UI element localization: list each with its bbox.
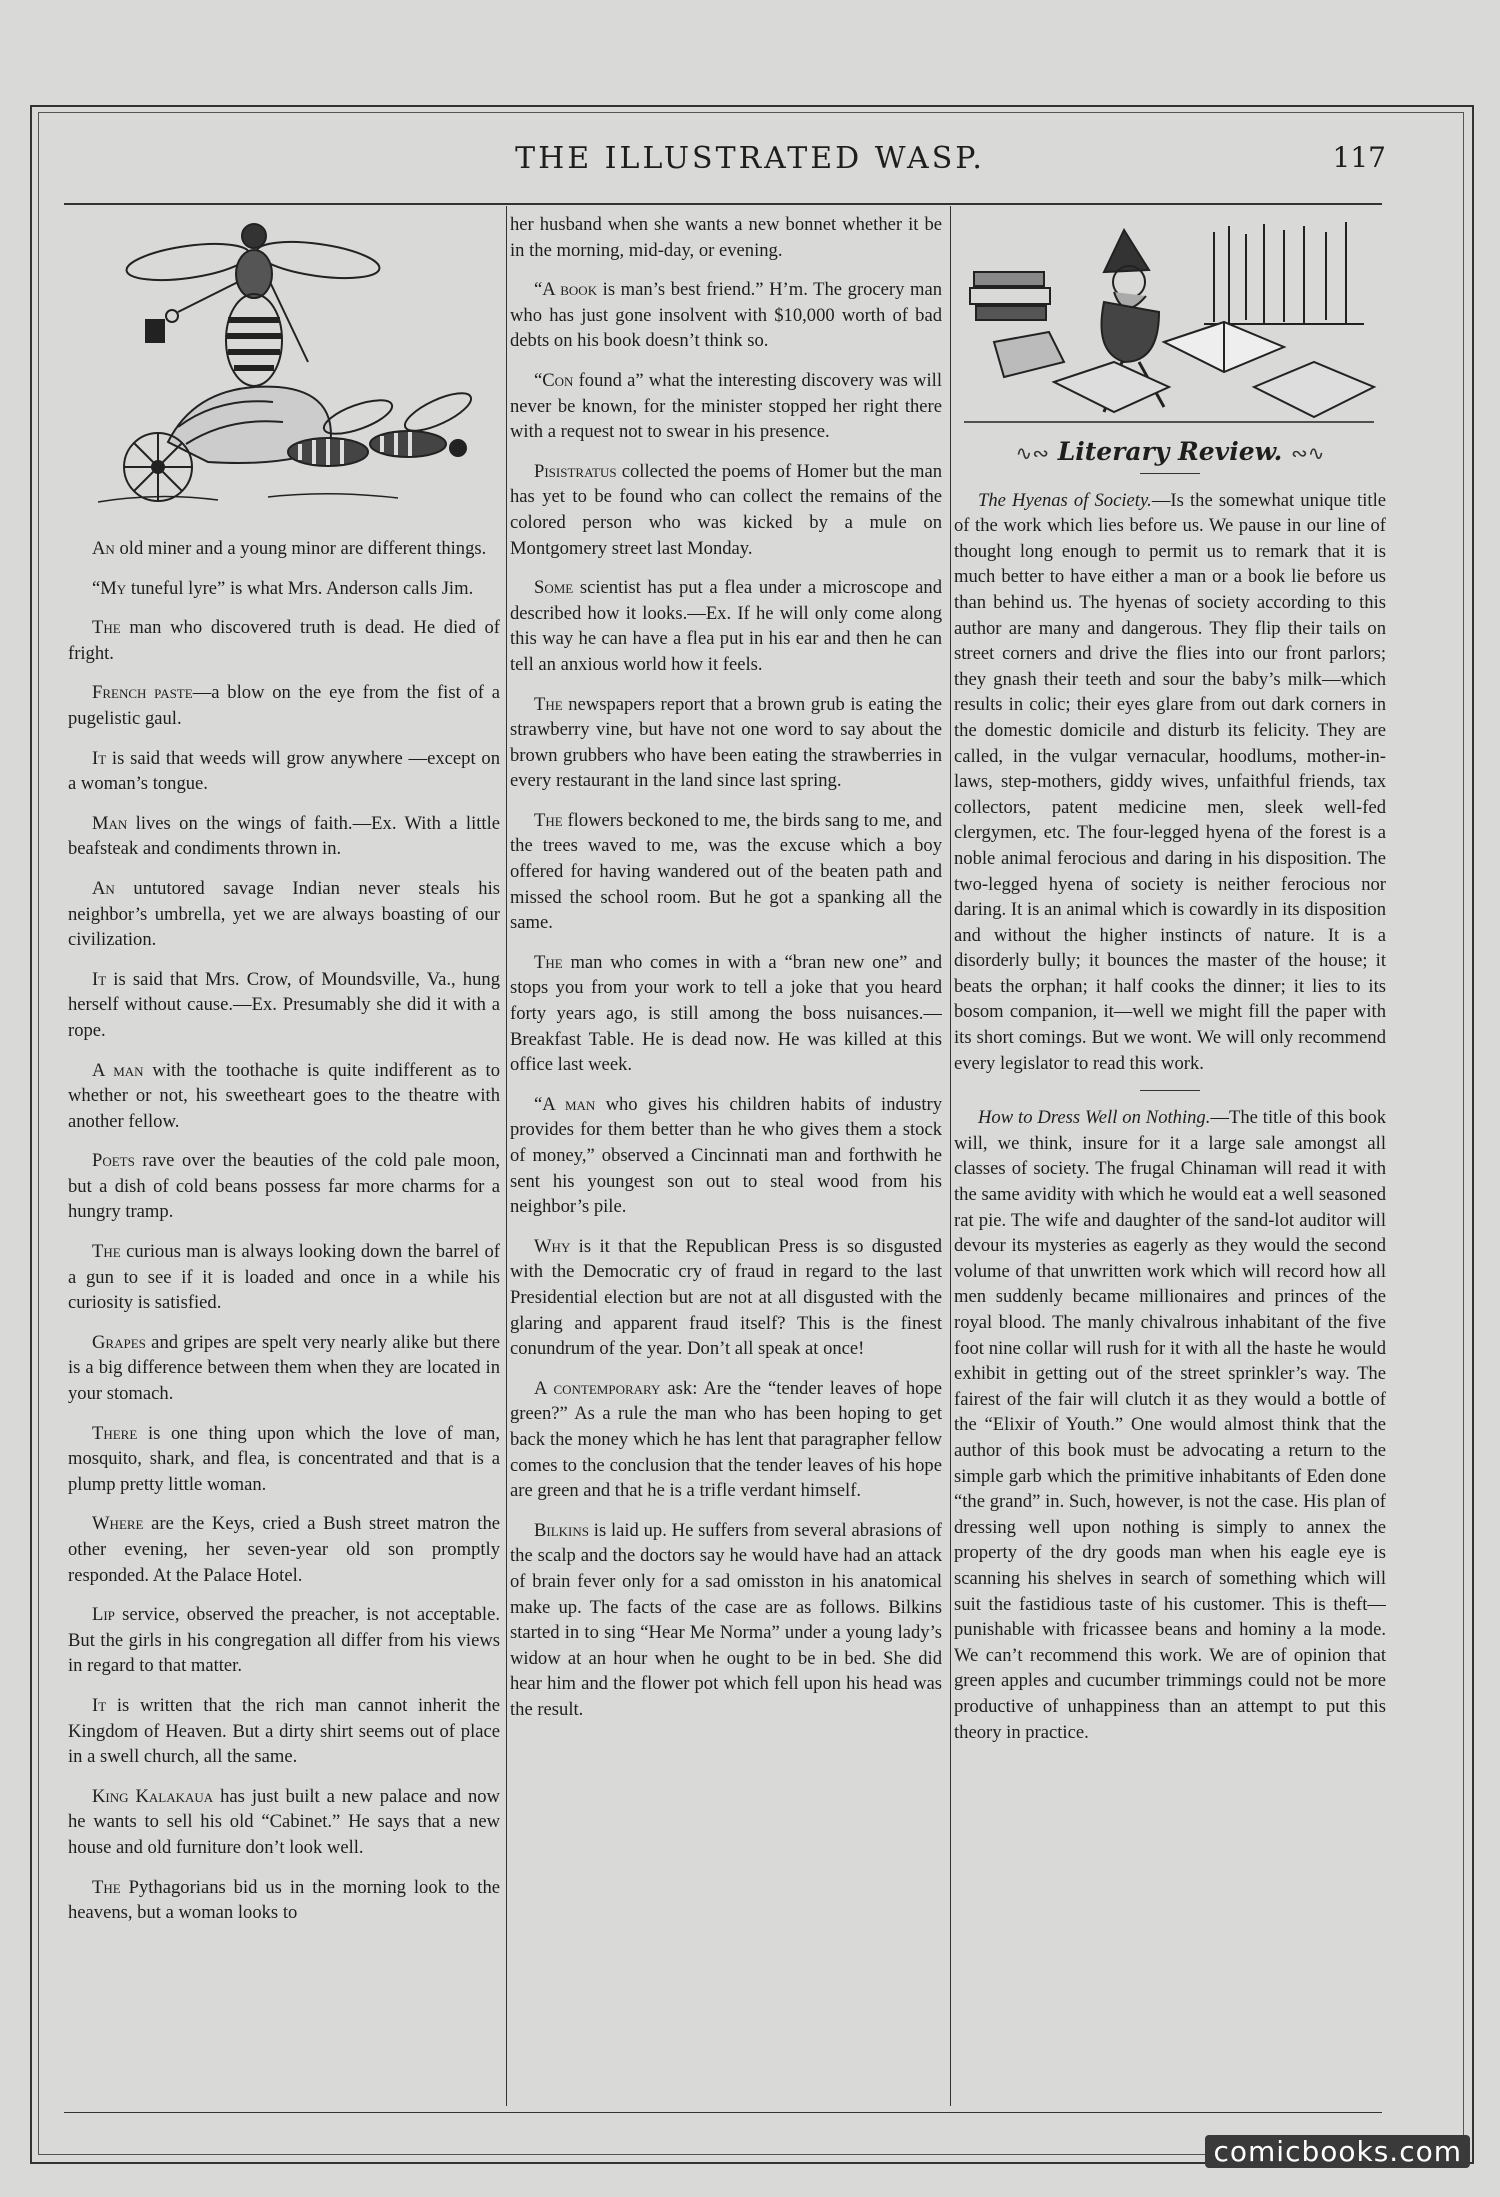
paragraph-text: Pythagorians bid us in the morning look to the heavens, but a woman looks to — [68, 1876, 500, 1924]
ornament-left: ∿∾ — [1015, 441, 1049, 465]
paragraph — [68, 576, 500, 602]
paragraph-text: is one thing upon which the love of man, mosquito, shark, and flea, is concentrated and that is a plump pretty little woman. — [68, 1422, 500, 1495]
paragraph-text: rave over the beauties of the cold pale moon, but a dish of cold beans possess far more charms for a hungry tramp. — [68, 1150, 500, 1223]
paragraph — [510, 212, 942, 263]
paragraph-lead: The — [534, 951, 563, 973]
paragraph-lead: The — [534, 693, 563, 715]
paragraph — [510, 459, 942, 561]
paragraph-text: newspapers report that a brown grub is eating the strawberry vine, but have not one word to say about the brown grubbers who have been eating the strawberries in every restaurant in the land since last spring. — [510, 693, 942, 792]
paragraph-lead: An — [92, 877, 115, 899]
paragraph-lead: Grapes — [92, 1331, 146, 1353]
section-title — [954, 439, 1386, 467]
paragraph-text: with the toothache is quite indifferent as to whether or not, his sweetheart goes to the theatre with another fellow. — [68, 1059, 500, 1132]
paragraph — [68, 1148, 500, 1225]
page-header — [40, 135, 1460, 185]
paragraph-text: tuneful lyre” is what Mrs. Anderson calls Jim. — [126, 577, 474, 599]
paragraph — [954, 1105, 1386, 1745]
paragraph — [954, 488, 1386, 1077]
paragraph — [510, 1234, 942, 1362]
column-divider — [950, 206, 951, 2106]
paragraph-lead: Where — [92, 1513, 144, 1535]
paragraph-text: is said that Mrs. Crow, of Moundsville, Va., hung herself without cause.—Ex. Presumably she did it with a rope. — [68, 968, 500, 1041]
paragraph-text: who gives his children habits of industry provides for them better than he who gives them a stock of money,” observed a Cincinnati man and forthwith he sent his youngest son out to steal wood from his neighbor’s pile. — [510, 1093, 942, 1218]
paragraph — [68, 876, 500, 953]
paragraph — [510, 368, 942, 445]
paragraph-lead: The — [92, 617, 121, 639]
paragraph-lead: The — [92, 1241, 121, 1263]
paragraph-lead: “A book — [534, 279, 598, 301]
page-number: 117 — [1332, 141, 1386, 174]
paragraph — [68, 1602, 500, 1679]
section-rule — [1140, 473, 1200, 474]
paragraph-text: service, observed the preacher, is not acceptable. But the girls in his congregation all differ from his views in regard to that matter. — [68, 1604, 500, 1677]
gnome-reading-books-illustration — [954, 212, 1386, 437]
paragraph — [68, 967, 500, 1044]
paragraph — [68, 1330, 500, 1407]
paragraph — [68, 1875, 500, 1926]
paragraph-lead: An — [92, 538, 115, 559]
ornament-right: ∾∿ — [1291, 441, 1325, 465]
footer-rule — [64, 2112, 1382, 2113]
paragraph-text: collected the poems of Homer but the man has yet to be found who can collect the remains of the colored person who was kicked by a mule on Montgomery street last Monday. — [510, 460, 942, 559]
paragraph — [68, 615, 500, 666]
paragraph-lead: “Con — [534, 369, 574, 391]
paragraph-lead: It — [92, 968, 107, 990]
paragraph — [510, 1518, 942, 1723]
paragraph — [510, 575, 942, 677]
paragraph — [68, 1421, 500, 1498]
paragraph — [510, 277, 942, 354]
paragraph-lead: There — [92, 1422, 138, 1444]
paragraph-lead: “My — [92, 577, 127, 599]
paragraph — [68, 680, 500, 731]
paragraph — [68, 1511, 500, 1588]
paragraph — [68, 1784, 500, 1861]
paragraph-text: is said that weeds will grow anywhere —except on a woman’s tongue. — [68, 747, 500, 795]
column-1 — [68, 212, 500, 2107]
column-2 — [510, 212, 942, 2107]
paragraph-lead: “A man — [534, 1093, 596, 1115]
paragraph-text: old miner and a young minor are different things. — [114, 538, 487, 559]
paragraph-lead: Pisistratus — [534, 460, 617, 482]
paragraph-lead: It — [92, 1694, 107, 1716]
paragraph-lead: Bilkins — [534, 1519, 590, 1541]
paragraph-text: untutored savage Indian never steals his neighbor’s umbrella, yet we are always boasting of our civilization. — [68, 877, 500, 951]
paragraph — [510, 950, 942, 1078]
paragraph-lead: The — [534, 809, 563, 831]
paragraph-lead: A man — [92, 1059, 144, 1081]
review-separator — [1140, 1090, 1200, 1091]
paragraph-text: is man’s best friend.” H’m. The grocery man who has just gone insolvent with $10,000 worth of bad debts on his book doesn’t think so. — [510, 279, 942, 352]
paragraph-lead: How to Dress Well on Nothing. — [978, 1107, 1211, 1129]
paragraph-lead: Lip — [92, 1604, 115, 1626]
paragraph-text: ask: Are the “tender leaves of hope green?” As a rule the man who has been hoping to get back the money which he has lent that paragrapher fellow comes to the conclusion that the tender leaves of his hope are green and that he is a trifle verdant himself. — [510, 1377, 942, 1502]
paragraph-text: found a” what the interesting discovery was will never be known, for the minister stopped her right there with a request not to swear in his presence. — [510, 369, 942, 443]
paragraph-lead: A contemporary — [534, 1377, 661, 1399]
paragraph-text: and gripes are spelt very nearly alike but there is a big difference between them when they are located in your stomach. — [68, 1331, 500, 1405]
paragraph — [510, 1376, 942, 1504]
paragraph-text: lives on the wings of faith.—Ex. With a little beafsteak and condiments thrown in. — [68, 812, 500, 860]
paragraph-text: —a blow on the eye from the fist of a pugelistic gaul. — [68, 682, 500, 729]
paragraph-lead: French paste — [92, 682, 193, 704]
header-rule — [64, 203, 1382, 205]
paragraph-text: has just built a new palace and now he wants to sell his old “Cabinet.” He says that a new house and old furniture don’t look well. — [68, 1785, 500, 1858]
literary-review-heading: Literary Review. — [1057, 437, 1283, 466]
paragraph-text: is written that the rich man cannot inherit the Kingdom of Heaven. But a dirty shirt seems out of place in a swell church, all the same. — [68, 1694, 500, 1768]
paragraph-lead: The — [92, 1876, 121, 1898]
paragraph-lead: Why — [534, 1235, 571, 1257]
paragraph-text: flowers beckoned to me, the birds sang to me, and the trees waved to me, was the excuse which a boy offered for having wandered out of the beaten path and missed the school room. But he got a spanking all the same. — [510, 809, 942, 934]
paragraph — [68, 746, 500, 797]
paragraph-lead: It — [92, 747, 107, 769]
paragraph-text: —The title of this book will, we think, insure for it a large sale amongst all classes of society. The frugal Chinaman will read it with the same avidity with which he would eat a well seasoned rat pie. The wife and daughter of the sand-lot auditor will devour its mysteries as eagerly as they would the second volume of that unwritten work which will record how all men suddenly became millionaires and princes of the royal blood. The manly chivalrous inhabitant of the five foot nine collar will rush for it with all the haste he would exhibit in getting out of the street sprinkler’s way. The fairest of the fair will clutch it as they would a bottle of the “Elixir of Youth.” One would almost think that the author of this book must be advocating a return to the simple garb which the primitive inhabitants of Eden done “the grand” in. Such, however, is not the case. His plan of dressing well upon nothing is simply to annex the property of the dry goods man when his eagle eye is scanning his shelves in search of something which will suit the fastidious taste of his customer. This is theft—punishable with fricassee beans and hominy a la mode. We can’t recommend this work. We are of opinion that green apples and cucumber trimmings could not be more productive of unhappiness than an attempt to put this theory in practice. — [954, 1107, 1386, 1743]
paragraph-lead: The Hyenas of Society. — [978, 489, 1152, 511]
paragraph-lead: Man — [92, 812, 128, 834]
publication-title: THE ILLUSTRATED WASP. — [515, 141, 985, 176]
paragraph — [510, 692, 942, 794]
paragraph-text: man who comes in with a “bran new one” and stops you from your work to tell a joke that you heard forty years ago, is still among the boss nuisances.—Breakfast Table. He is dead now. He was killed at this office last week. — [510, 951, 942, 1076]
paragraph-text: scientist has put a flea under a microscope and described how it looks.—Ex. If he will only come along this way he can have a flea put in his ear and then he can tell an anxious world how it feels. — [510, 577, 942, 675]
paragraph — [68, 536, 500, 562]
paragraph-text: is it that the Republican Press is so disgusted with the Democratic cry of fraud in regard to the last Presidential election but are not at all disgusted with the glaring and apparent fraud itself? This is the finest conundrum of the year. Don’t all speak at once! — [510, 1235, 942, 1360]
paragraph-lead: Poets — [92, 1150, 135, 1172]
paragraph — [68, 1058, 500, 1135]
paragraph — [68, 1239, 500, 1316]
paragraph — [68, 1693, 500, 1770]
paragraph-text: her husband when she wants a new bonnet whether it be in the morning, mid-day, or evening. — [510, 214, 942, 261]
paragraph-lead: King Kalakaua — [92, 1785, 214, 1807]
paragraph-text: —Is the somewhat unique title of the work which lies before us. We pause in our line of thought long enough to permit us to remark that it is much better to have either a man or a book lie before us than behind us. The hyenas of society according to this author are many and dangerous. They flip their tails on street corners and drive the flies into our front parlors; they gnash their teeth and sour the baby’s milk—which results in colic; their eyes glare from out dark corners in the domestic domicile and disturb its felicity. They are called, in the vulgar vernacular, hoodlums, mother-in-laws, step-mothers, giddy wives, unfaithful friends, tax collectors, patent medicine men, sleek well-fed clergymen, etc. The four-legged hyena of the forest is a noble animal ferocious and daring in his disposition. The two-legged hyena of society is neither ferocious nor daring. It is an animal which is cowardly in its disposition and without the higher instincts of nature. It is a disorderly bully; it bounces the master of the house; it beats the orphan; it half cooks the dinner; it lies to its bosom companion, it—well we might fill the paper with its short comings. But we wont. We will only recommend every legislator to read this work. — [954, 489, 1386, 1074]
paragraph-text: are the Keys, cried a Bush street matron the other evening, her seven-year old son promptly responded. At the Palace Hotel. — [68, 1513, 500, 1586]
paragraph-text: man who discovered truth is dead. He died of fright. — [68, 617, 500, 664]
paragraph-text: curious man is always looking down the barrel of a gun to see if it is loaded and once in a while his curiosity is satisfied. — [68, 1241, 500, 1314]
watermark: comicbooks.com — [1205, 2135, 1470, 2168]
column-3 — [954, 212, 1386, 2107]
paragraph-lead: Some — [534, 577, 574, 599]
wasp-chariot-illustration — [68, 212, 500, 528]
paragraph-text: is laid up. He suffers from several abrasions of the scalp and the doctors say he would have had an attack of brain fever only for a sad omisston in his anatomical make up. The facts of the case are as follows. Bilkins started in to sing “Hear Me Norma” under a young lady’s widow at an hour when he ought to be in bed. She did hear him and the flower pot which fell upon his head was the result. — [510, 1519, 942, 1720]
paragraph — [68, 811, 500, 862]
column-divider — [506, 206, 507, 2106]
paragraph — [510, 1092, 942, 1220]
paragraph — [510, 808, 942, 936]
